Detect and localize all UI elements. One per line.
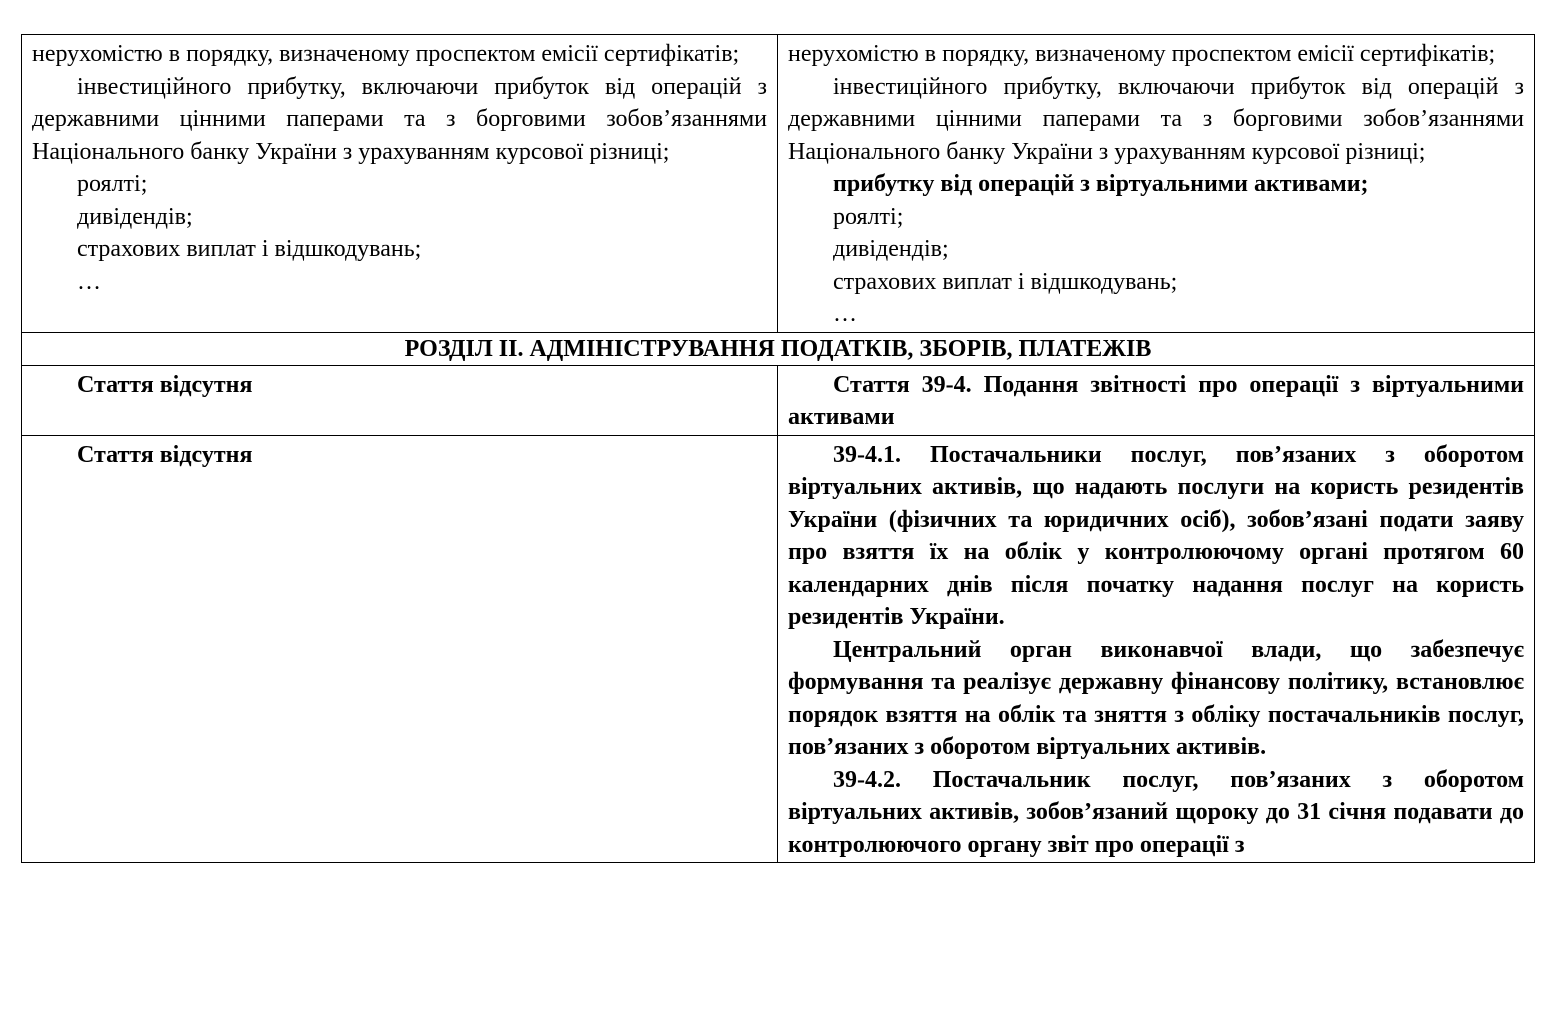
- paragraph: нерухомістю в порядку, визначеному проспектом емісії сертифікатів;: [32, 41, 740, 67]
- proposed-text-cell: [778, 435, 1535, 863]
- current-text-cell: [22, 365, 778, 435]
- paragraph: страхових виплат і відшкодувань;: [833, 268, 1178, 295]
- article-heading: Стаття 39-4. Подання звітності про операції з віртуальними активами: [788, 371, 1524, 430]
- proposed-text-cell: [778, 365, 1535, 435]
- proposed-text-cell: [778, 35, 1535, 333]
- current-text-cell: [22, 435, 778, 863]
- table-row: [22, 35, 1535, 333]
- section-row: [22, 332, 1535, 365]
- paragraph: 39-4.1. Постачальники послуг, пов’язаних з оборотом віртуальних активів, що надають послуги на користь резидентів України (фізичних та юридичних осіб), зобов’язані подати заяву про взяття їх на облік у контролюючому органі протягом 60 календарних днів після початку надання послуг на користь резидентів України.: [788, 441, 1524, 630]
- paragraph: Центральний орган виконавчої влади, що забезпечує формування та реалізує державну фінансову політику, встановлює порядок взяття на облік та зняття з обліку постачальників послуг, пов’язаних з оборотом віртуальних активів.: [788, 636, 1524, 760]
- table-row: [22, 365, 1535, 435]
- comparison-table: [21, 34, 1535, 863]
- ellipsis: …: [77, 268, 101, 295]
- section-heading: РОЗДІЛ ІІ. АДМІНІСТРУВАННЯ ПОДАТКІВ, ЗБОРІВ, ПЛАТЕЖІВ: [22, 332, 1535, 365]
- paragraph: страхових виплат і відшкодувань;: [77, 236, 422, 262]
- paragraph: дивідендів;: [833, 236, 949, 262]
- paragraph: дивідендів;: [77, 203, 193, 230]
- paragraph: 39-4.2. Постачальник послуг, пов’язаних з оборотом віртуальних активів, зобов’язаний щороку до 31 січня подавати до контролюючого органу звіт про операції з: [788, 766, 1524, 858]
- added-paragraph: прибутку від операцій з віртуальними активами;: [833, 171, 1369, 197]
- paragraph: роялті;: [833, 203, 904, 230]
- paragraph: нерухомістю в порядку, визначеному проспектом емісії сертифікатів;: [788, 41, 1496, 67]
- table-row: [22, 435, 1535, 863]
- ellipsis: …: [833, 301, 857, 327]
- current-text-cell: [22, 35, 778, 333]
- article-absent-label: Стаття відсутня: [77, 371, 253, 398]
- paragraph: інвестиційного прибутку, включаючи прибуток від операцій з державними цінними паперами та з борговими зобов’язаннями Національного банку України з урахуванням курсової різниці;: [32, 73, 767, 165]
- article-absent-label: Стаття відсутня: [77, 441, 253, 468]
- paragraph: роялті;: [77, 171, 148, 197]
- paragraph: інвестиційного прибутку, включаючи прибуток від операцій з державними цінними паперами та з борговими зобов’язаннями Національного банку України з урахуванням курсової різниці;: [788, 73, 1524, 165]
